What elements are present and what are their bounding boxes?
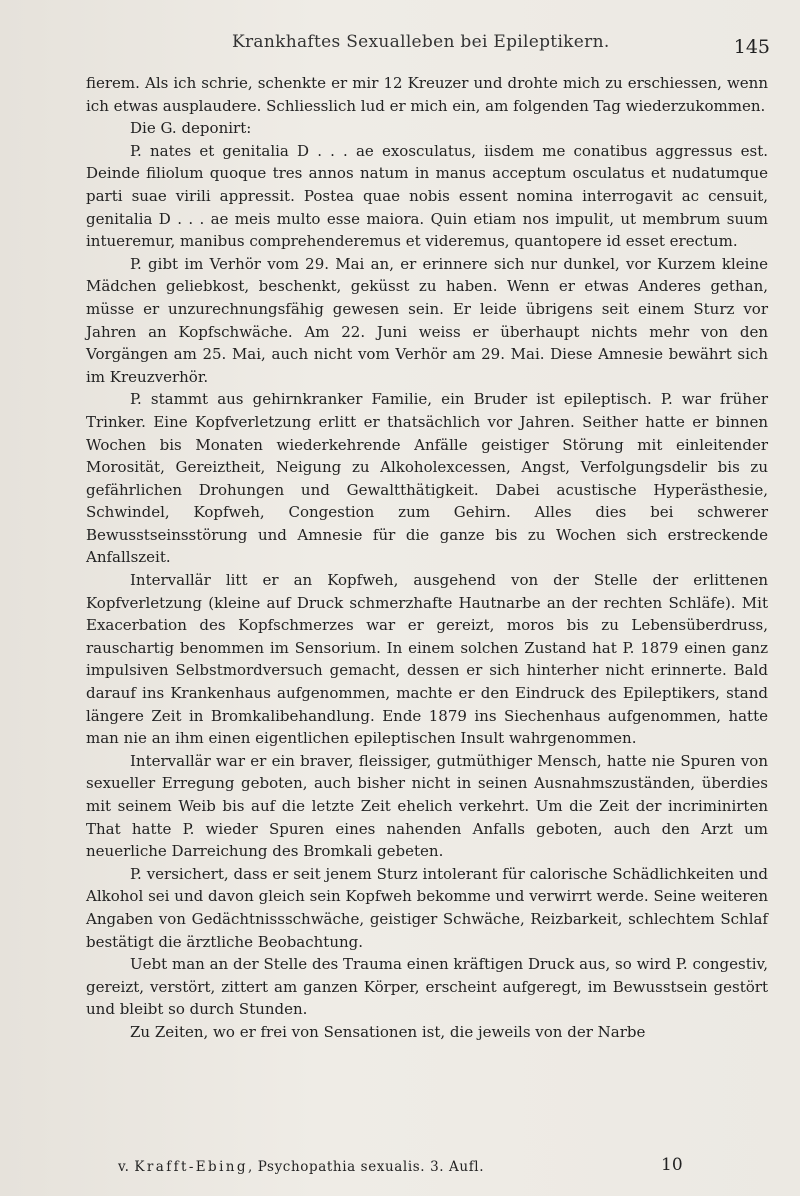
paragraph: Intervallär war er ein braver, fleissiger, gutmüthiger Mensch, hatte nie Spuren von sexueller Erregung geboten, auch bisher nicht in seinen Ausnahmszuständen, überdies mit seinem Weib bis auf die letzte Zeit ehelich verkehrt. Um die Zeit der incriminirten That hatte P. wieder Spuren eines nahenden Anfalls geboten, auch den Arzt um neuerliche Darreichung des Bromkali gebeten. — [86, 751, 768, 861]
paragraph: P. nates et genitalia D . . . ae exosculatus, iisdem me conatibus aggressus est. Deinde filiolum quoque tres annos natum in manus acceptum osculatus et nudatumque parti suae virili appressit. Postea quae nobis essent nomina interrogavit ac censuit, genitalia D . . . ae meis multo esse maiora. Quin etiam nos impulit, ut membrum suum intueremur, manibus comprehenderemus et videremus, quantopere id esset erectum. — [86, 141, 768, 251]
paragraph: P. versichert, dass er seit jenem Sturz intolerant für calorische Schädlichkeiten und Alkohol sei und davon gleich sein Kopfweh bekomme und verwirrt werde. Seine weiteren Angaben von Gedächtnissschwäche, geistiger Schwäche, Reizbarkeit, schlechtem Schlaf bestätigt die ärztliche Beobachtung. — [86, 864, 768, 951]
paragraph: Zu Zeiten, wo er frei von Sensationen ist, die jeweils von der Narbe — [130, 1022, 646, 1041]
page-number: 145 — [733, 36, 770, 58]
paragraph: P. stammt aus gehirnkranker Familie, ein Bruder ist epileptisch. P. war früher Trinker. Eine Kopfverletzung erlitt er thatsächlich vor Jahren. Seither hatte er binnen Wochen bis Monaten wiederkehrende Anfälle geistiger Störung mit einleitender Morosität, Gereiztheit, Neigung zu Alkoholexcessen, Angst, Verfolgungsdelir bis zu gefährlichen Drohungen und Gewaltthätigkeit. Dabei acustische Hyperästhesie, Schwindel, Kopfweh, Congestion zum Gehirn. Alles dies bei schwerer Bewusstseinsstörung und Amnesie für die ganze bis zu Wochen sich erstreckende Anfallszeit. — [86, 390, 768, 567]
running-header — [0, 32, 800, 62]
paragraph: Uebt man an der Stelle des Trauma einen kräftigen Druck aus, so wird P. congestiv, gereizt, verstört, zittert am ganzen Körper, erscheint aufgeregt, im Bewusstsein gestört und bleibt so durch Stunden. — [86, 955, 768, 1019]
paragraph: Intervallär litt er an Kopfweh, ausgehend von der Stelle der erlittenen Kopfverletzung (kleine auf Druck schmerzhafte Hautnarbe an der rechten Schläfe). Mit Exacerbation des Kopfschmerzes war er gereizt, moros bis zu Lebensüberdruss, rauschartig benommen im Sensorium. In einem solchen Zustand hat P. 1879 einen ganz impulsiven Selbstmordversuch gemacht, dessen er sich hinterher nicht erinnerte. Bald darauf ins Krankenhaus aufgenommen, machte er den Eindruck des Epileptikers, stand längere Zeit in Bromkalibehandlung. Ende 1879 ins Siechenhaus aufgenommen, hatte man nie an ihm einen eigentlichen epileptischen Insult wahrgenommen. — [86, 571, 768, 748]
paragraph: fierem. Als ich schrie, schenkte er mir 12 Kreuzer und drohte mich zu erschiessen, wenn ich etwas ausplaudere. Schliesslich lud er mich ein, am folgenden Tag wiederzukommen. — [86, 74, 768, 115]
paragraph: Die G. deponirt: — [130, 119, 252, 138]
footer-title: , Psychopathia sexualis. 3. Aufl. — [247, 1159, 485, 1175]
signature-footer — [118, 1155, 738, 1183]
footer-prefix: v. — [118, 1159, 135, 1175]
paragraph: P. gibt im Verhör vom 29. Mai an, er erinnere sich nur dunkel, vor Kurzem kleine Mädchen geliebkost, beschenkt, geküsst zu haben. Wenn er etwas Anderes gethan, müsse er unzurechnungsfähig gewesen sein. Er leide übrigens seit einem Sturz vor Jahren an Kopfschwäche. Am 22. Juni weiss er überhaupt nichts mehr von den Vorgängen am 25. Mai, auch nicht vom Verhör am 29. Mai. Diese Amnesie bewährt sich im Kreuzverhör. — [86, 254, 768, 386]
running-title: Krankhaftes Sexualleben bei Epileptikern. — [232, 32, 610, 52]
body-text — [86, 72, 768, 1044]
footer-author: Krafft-Ebing — [134, 1159, 248, 1175]
sheet-number: 10 — [661, 1155, 683, 1175]
bibliographic-reference — [118, 1159, 484, 1175]
